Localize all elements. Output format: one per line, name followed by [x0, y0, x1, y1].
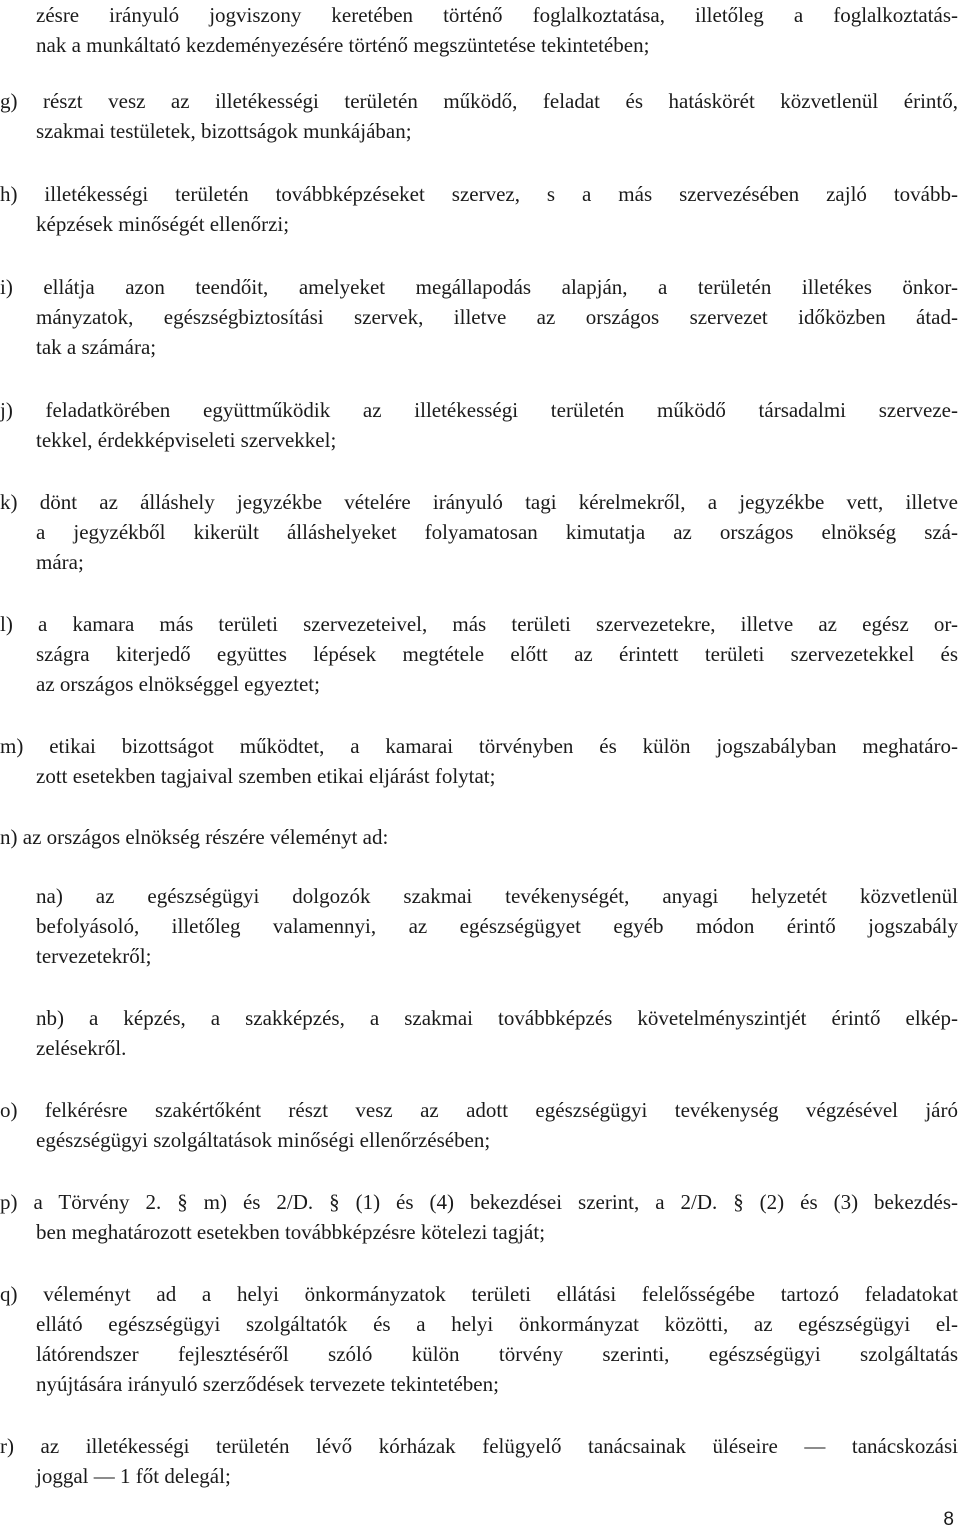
item-line: ellátó egészségügyi szolgáltatók és a helyi önkormányzat közötti, az egészségügyi el- — [36, 1312, 958, 1336]
item-line: mányzatok, egészségbiztosítási szervek, illetve az országos szervezet időközben átad- — [36, 305, 958, 329]
item-line: k) dönt az álláshely jegyzékbe vételére irányuló tagi kérelmekről, a jegyzékbe vett, illetve — [0, 490, 958, 514]
item-line: szágra kiterjedő együttes lépések megtétele előtt az érintett területi szervezetekkel és — [36, 642, 958, 666]
item-line: nb) a képzés, a szakképzés, a szakmai továbbképzés követelményszintjét érintő elkép- — [36, 1006, 958, 1030]
item-line: n) az országos elnökség részére véleményt ad: — [0, 825, 389, 849]
item-line: ben meghatározott esetekben továbbképzésre kötelezi tagját; — [36, 1220, 546, 1244]
item-line: szakmai testületek, bizottságok munkájában; — [36, 119, 412, 143]
item-line: o) felkérésre szakértőként részt vesz az adott egészségügyi tevékenység végzésével járó — [0, 1098, 958, 1122]
item-line: m) etikai bizottságot működtet, a kamarai törvényben és külön jogszabályban meghatáro- — [0, 734, 958, 758]
item-line: zott esetekben tagjaival szemben etikai eljárást folytat; — [36, 764, 496, 788]
item-line: na) az egészségügyi dolgozók szakmai tevékenységét, anyagi helyzetét közvetlenül — [36, 884, 958, 908]
item-line: az országos elnökséggel egyeztet; — [36, 672, 320, 696]
item-line: q) véleményt ad a helyi önkormányzatok területi ellátási felelősségébe tartozó feladatokat — [0, 1282, 958, 1306]
item-line: r) az illetékességi területén lévő kórházak felügyelő tanácsainak üléseire — tanácskozási — [0, 1434, 958, 1458]
item-line: befolyásoló, illetőleg valamennyi, az egészségügyet egyéb módon érintő jogszabály — [36, 914, 958, 938]
item-line: képzések minőségét ellenőrzi; — [36, 212, 290, 236]
item-line: nyújtására irányuló szerződések tervezete tekintetében; — [36, 1372, 499, 1396]
item-line: joggal — 1 főt delegál; — [36, 1464, 231, 1488]
item-line: j) feladatkörében együttműködik az illetékességi területén működő társadalmi szerveze- — [0, 398, 958, 422]
item-line: h) illetékességi területén továbbképzéseket szervez, s a más szervezésében zajló tovább- — [0, 182, 958, 206]
item-line: mára; — [36, 550, 84, 574]
page-number: 8 — [943, 1509, 954, 1530]
item-line: zelésekről. — [36, 1036, 127, 1060]
item-line: p) a Törvény 2. § m) és 2/D. § (1) és (4) bekezdései szerint, a 2/D. § (2) és (3) bekezdés- — [0, 1190, 958, 1214]
item-line: egészségügyi szolgáltatások minőségi ellenőrzésében; — [36, 1128, 491, 1152]
item-line: g) részt vesz az illetékességi területén működő, feladat és hatáskörét közvetlenül érintő, — [0, 89, 958, 113]
item-line: tervezetekről; — [36, 944, 152, 968]
item-line: a jegyzékből kikerült álláshelyeket folyamatosan kimutatja az országos elnökség szá- — [36, 520, 958, 544]
item-line: tak a számára; — [36, 335, 157, 359]
intro-line: nak a munkáltató kezdeményezésére történő megszüntetése tekintetében; — [36, 33, 650, 57]
item-line: látórendszer fejlesztéséről szóló külön törvény szerinti, egészségügyi szolgáltatás — [36, 1342, 958, 1366]
item-line: l) a kamara más területi szervezeteivel, más területi szervezetekre, illetve az egész or- — [0, 612, 958, 636]
item-line: i) ellátja azon teendőit, amelyeket megállapodás alapján, a területén illetékes önkor- — [0, 275, 958, 299]
item-line: tekkel, érdekképviseleti szervekkel; — [36, 428, 337, 452]
intro-line: zésre irányuló jogviszony keretében történő foglalkoztatása, illetőleg a foglalkoztatás- — [36, 3, 958, 27]
